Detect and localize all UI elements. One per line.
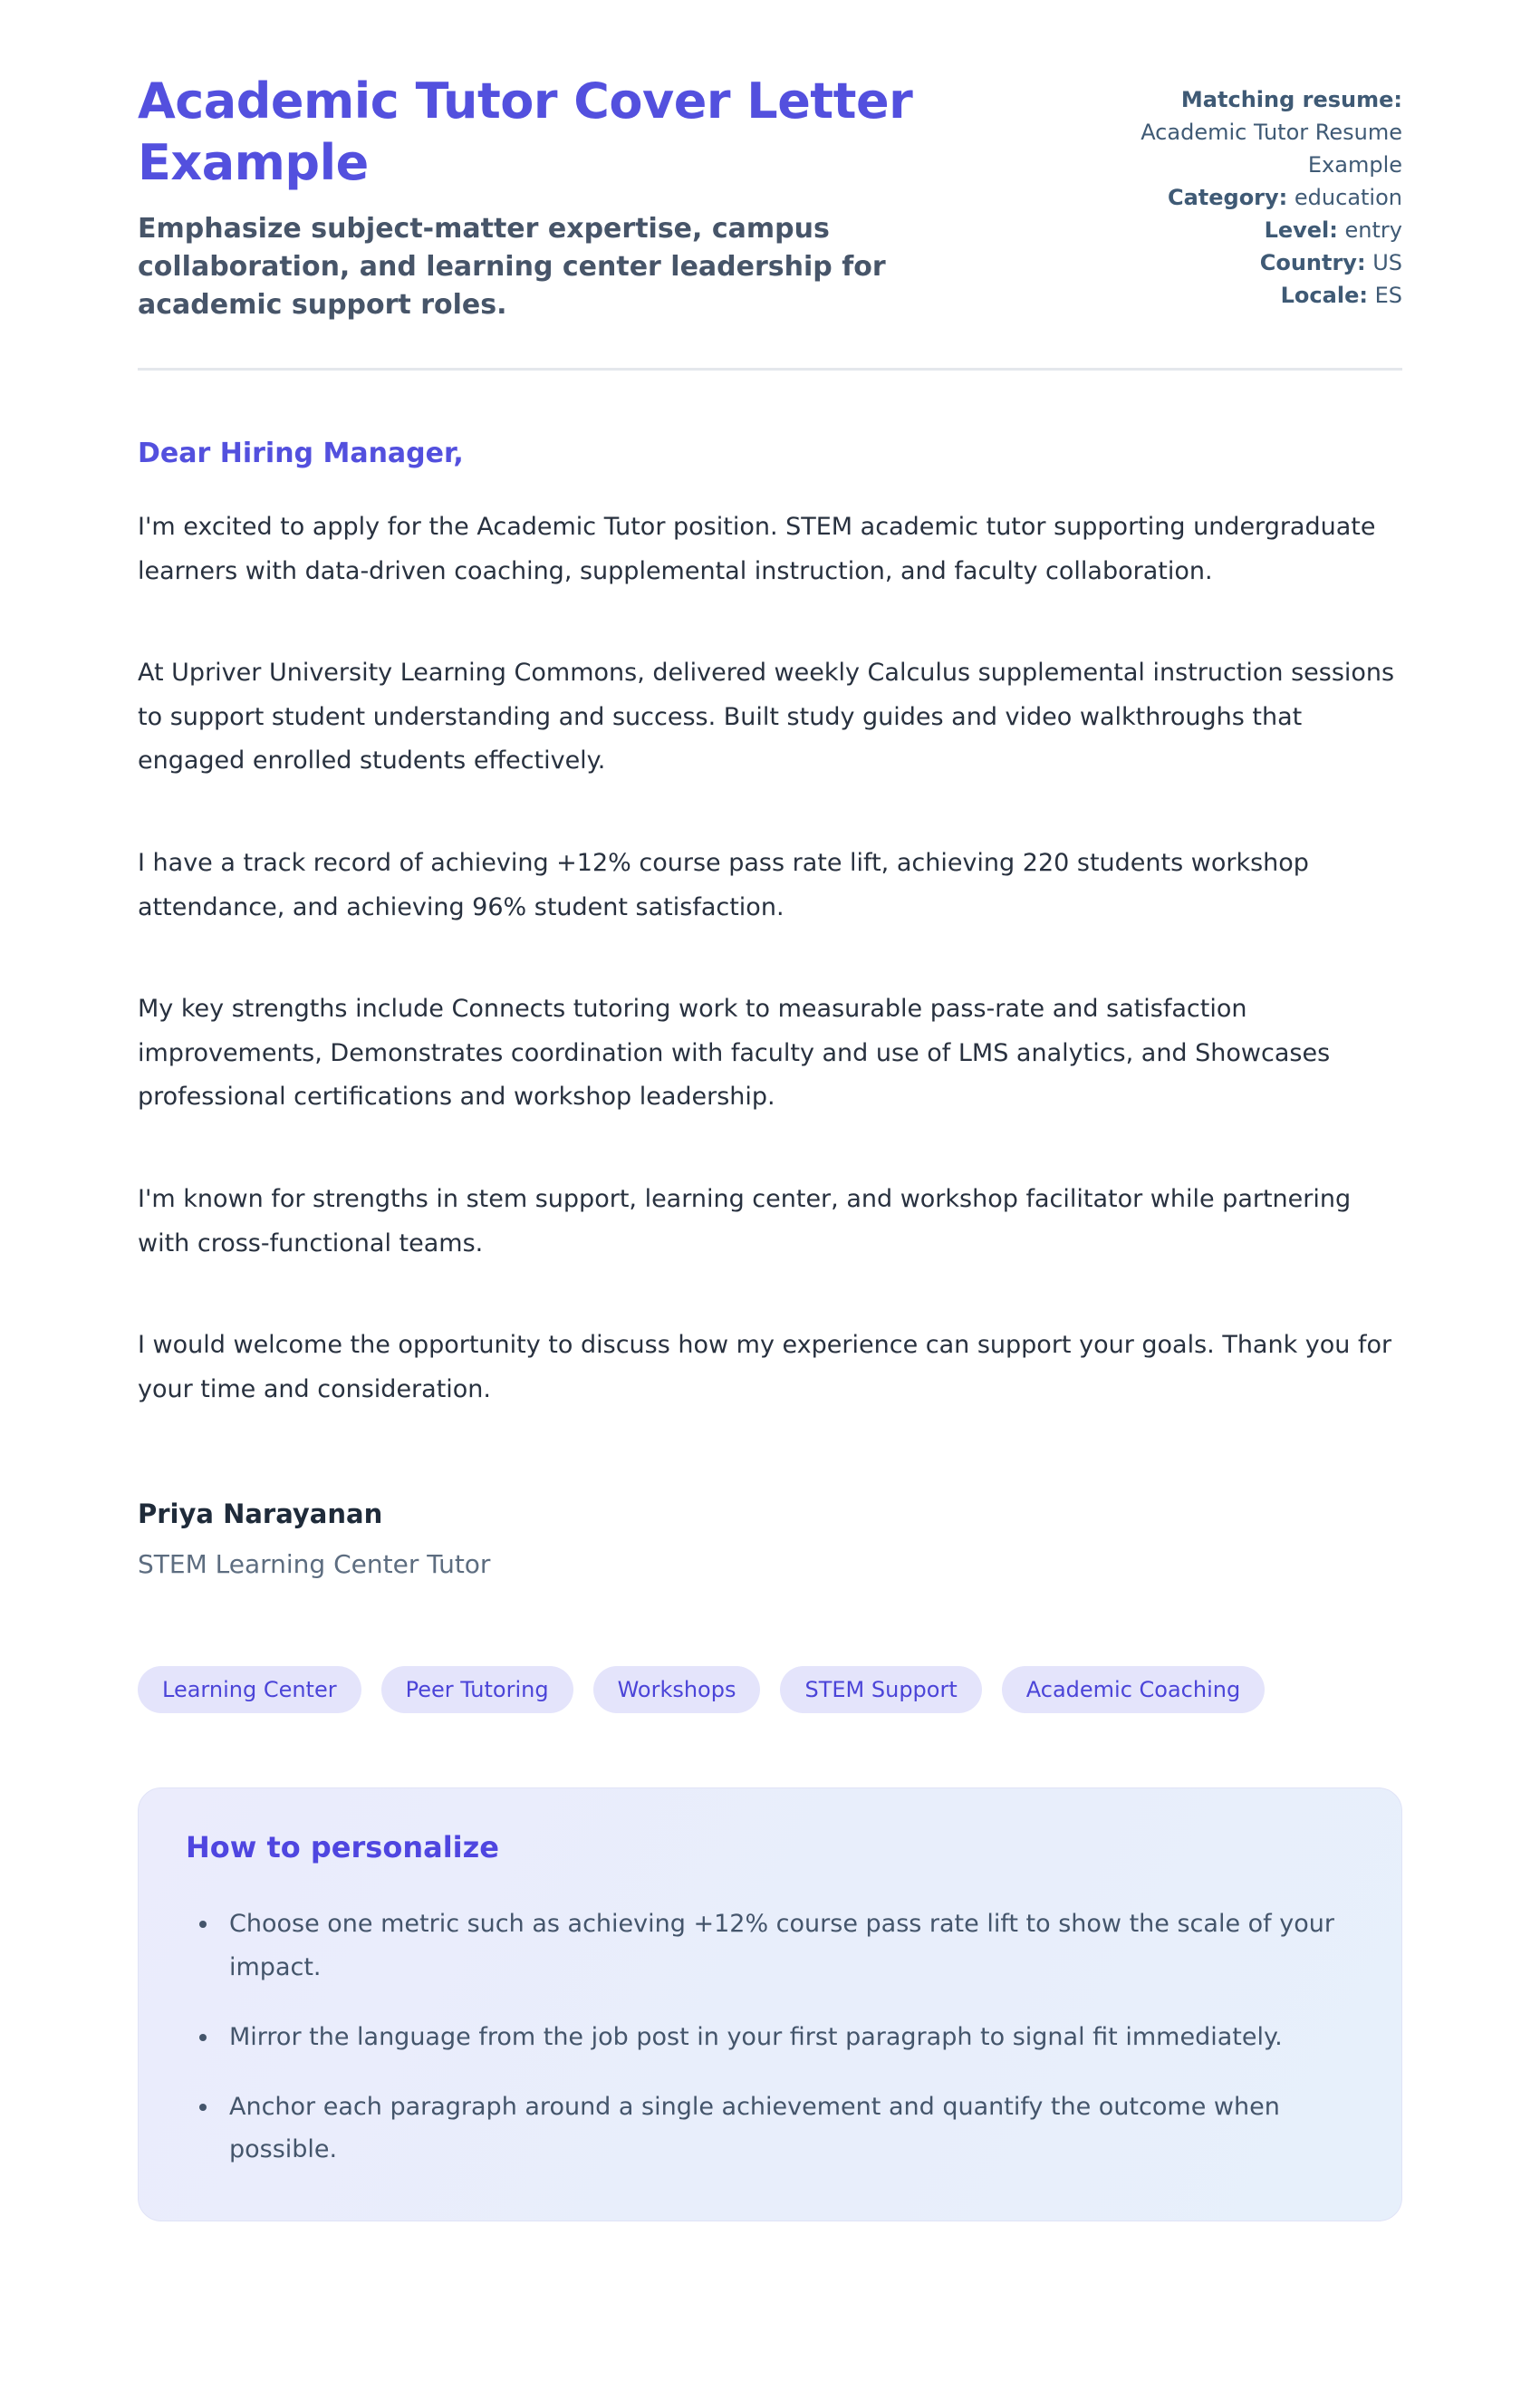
personalize-bullet: • Anchor each paragraph around a single achievement and quantify the outcome when possible. [220,2086,1354,2172]
tag-pill[interactable]: Academic Coaching [1002,1666,1265,1713]
meta-category-value: education [1294,185,1402,210]
meta-matching-resume-label-row [1094,83,1402,116]
header-title-block [138,71,1007,324]
meta-country-label: Country: [1259,250,1366,275]
meta-locale-row [1094,279,1402,312]
meta-category-row [1094,181,1402,214]
tag-list [138,1666,1402,1713]
meta-level-label: Level: [1264,217,1338,243]
tag-pill[interactable]: Workshops [593,1666,761,1713]
meta-country-row [1094,246,1402,279]
personalize-title: How to personalize [186,1830,499,1865]
letter-paragraph: I'm known for strengths in stem support, learning center, and workshop facilitator while partnering with cross-functional teams. [138,1185,1352,1257]
personalize-bullet: • Mirror the language from the job post in your first paragraph to signal fit immediately. [220,2016,1354,2058]
letter-paragraph: My key strengths include Connects tutoring work to measurable pass-rate and satisfaction improvements, Demonstrates coordination with faculty and use of LMS analytics, and Showcases professional certifications and workshop leadership. [138,995,1331,1112]
meta-level-value: entry [1344,217,1402,243]
tag-pill[interactable]: Learning Center [138,1666,361,1713]
tag-pill[interactable]: STEM Support [780,1666,981,1713]
letter-paragraph: I'm excited to apply for the Academic Tutor position. STEM academic tutor supporting undergraduate learners with data-driven coaching, supplemental instruction, and faculty collaboration. [138,513,1376,585]
signature-name: Priya Narayanan [138,1498,383,1530]
personalize-bullet: • Choose one metric such as achieving +12% course pass rate lift to show the scale of your impact. [220,1903,1354,1989]
meta-level-row [1094,214,1402,246]
header-divider [138,368,1402,371]
salutation: Dear Hiring Manager, [138,438,464,470]
signature-title: STEM Learning Center Tutor [138,1549,491,1580]
tag-pill[interactable]: Peer Tutoring [381,1666,573,1713]
personalize-card [138,1787,1402,2221]
meta-category-label: Category: [1167,185,1288,210]
page-title: Academic Tutor Cover Letter Example [138,72,913,192]
letter-paragraph: At Upriver University Learning Commons, delivered weekly Calculus supplemental instruction sessions to support student understanding and success. Built study guides and video walkthroughs that engaged enrolled students effectively. [138,659,1395,776]
meta-matching-resume-label: Matching resume: [1180,87,1402,112]
page-header [138,71,1402,324]
personalize-list [186,1903,1354,2171]
meta-matching-resume-value: Academic Tutor Resume Example [1141,120,1402,178]
resume-meta-block [1094,71,1402,312]
meta-locale-label: Locale: [1280,283,1368,308]
meta-locale-value: ES [1374,283,1402,308]
page-subtitle: Emphasize subject-matter expertise, campus collaboration, and learning center leadership for academic support roles. [138,213,886,322]
meta-country-value: US [1372,250,1402,275]
letter-paragraph: I have a track record of achieving +12% course pass rate lift, achieving 220 students workshop attendance, and achieving 96% student satisfaction. [138,849,1309,921]
letter-paragraph: I would welcome the opportunity to discuss how my experience can support your goals. Thank you for your time and consideration. [138,1331,1392,1403]
